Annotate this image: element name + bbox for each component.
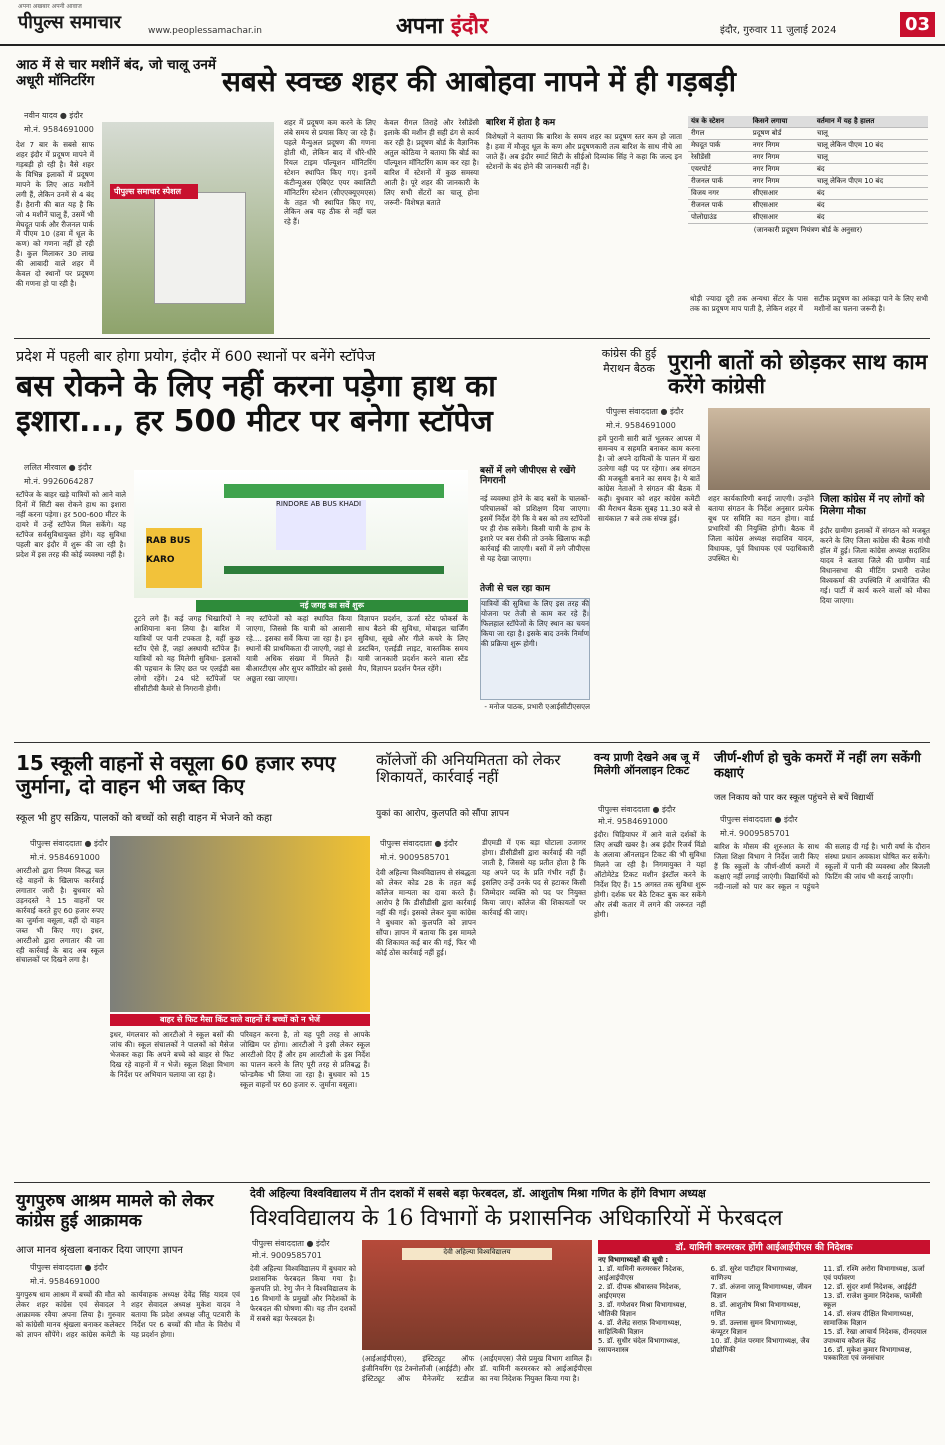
- story6-byline: पीपुल्स संवाददाता ● इंदौर: [598, 805, 676, 814]
- table-cell: सीएसआर: [750, 188, 814, 200]
- station-photo: [102, 122, 274, 334]
- story4-mobile: मो.नं. 9584691000: [30, 853, 100, 862]
- list-item: 9. डॉ. उल्लास सुमन विभागाध्यक्ष, कंप्यूटर विज्ञान: [710, 1318, 798, 1336]
- story2-kicker: प्रदेश में पहली बार होगा प्रयोग, इंदौर में 600 स्थानों पर बनेंगे स्टॉपेज: [16, 349, 376, 365]
- table-cell: मेघदूत पार्क: [688, 140, 750, 152]
- rain-heading: बारिश में होता है कम: [486, 118, 556, 128]
- divider: [14, 742, 930, 743]
- table-row: [688, 140, 928, 152]
- list-item: 6. डॉ. सुरेश पाटीदार विभागाध्यक्ष, वाणिज्य: [710, 1264, 799, 1282]
- story4-caption: बाहर से फिट मैसा किंट वाले वाहनों में बच्चों को न भेजें: [110, 1014, 370, 1026]
- shelter-sign: RINDORE AB BUS KHADI: [276, 500, 366, 550]
- story9-headline: विश्वविद्यालय के 16 विभागों के प्रशासनिक अधिकारियों में फेरबदल: [250, 1206, 783, 1231]
- table-row: [688, 128, 928, 140]
- shelter-roof: [224, 484, 444, 498]
- story5-col2: डीएमडी में एक बड़ा घोटाला उजागर होगा। डीसीडीसी द्वारा कार्रवाई की नहीं जाती है, जिससे यह प्रतीत होता है कि यह अपने पद के प्रति गंभीर नहीं हैं। इसलिए उन्हें उनके पद से हटाकर किसी जिम्मेदार व्यक्ति को पद पर नियुक्त किया जाए। कॉलेज की शिकायतों पर कार्रवाई की जाए।: [482, 838, 586, 917]
- table-cell: नगर निगम: [750, 176, 814, 188]
- list-item: 10. डॉ. हेमंत परमार विभागाध्यक्ष, जैव प्रौद्योगिकी: [710, 1336, 810, 1354]
- monitoring-cabin: [154, 192, 246, 304]
- table-row: [688, 152, 928, 164]
- table-row: [688, 164, 928, 176]
- list-item: 1. डॉ. यामिनी करमरकर निदेशक, आईआईपीएस: [598, 1264, 685, 1282]
- fast-heading: तेजी से चल रहा काम: [480, 584, 550, 594]
- table-row: [688, 188, 928, 200]
- list-item: 12. डॉ. सुंदर शर्मा निदेशक, आईईटी: [823, 1282, 917, 1291]
- story8-mobile: मो.नं. 9584691000: [30, 1277, 100, 1286]
- story3-col1: हमें पुरानी सारी बातें भूलकर आपस में समन्वय व सहमति बनाकर काम करना है। जो अपने दायित्वों के पालन में खरा उतरेगा वही पद पर रहेगा। अब संगठन की मजबूती बनाने का समय है। ये बातें कांग्रेस नेताओं ने संगठन की बैठक में कही। बुधवार को शहर कांग्रेस कमेटी की मैराथन बैठक सुबह 11.30 बजे से सायंकाल 7 बजे तक संपन्न हुई।: [598, 434, 700, 523]
- table-cell: नगर निगम: [750, 164, 814, 176]
- story8-body: युगपुरुष धाम आश्रम में बच्चों की मौत को लेकर शहर कांग्रेस एवं सेवादल ने आक्रामक रवैया अपना लिया है। गुरुवार को कांग्रेसी मानव श्रृंखला बनाकर कलेक्टर को ज्ञापन सौंपेंगे। शहर कांग्रेस कमेटी के कार्यवाहक अध्यक्ष देवेंद्र सिंह यादव एवं शहर सेवादल अध्यक्ष मुकेश यादव ने बताया कि प्रदेश अध्यक्ष जीतू पटवारी के निर्देश पर 6 बच्चों की मौत के विरोध में यह प्रदर्शन होगा।: [16, 1290, 240, 1339]
- table-cell: बंद: [814, 188, 928, 200]
- list-item: 8. डॉ. आशुतोष मिश्रा विभागाध्यक्ष, गणित: [710, 1300, 801, 1318]
- story7-deck: जल निकाय को पार कर स्कूल पहुंचने से बचें विद्यार्थी: [714, 793, 874, 803]
- station-table: [688, 116, 928, 276]
- list-item: 15. डॉ. रेखा आचार्य निदेशक, दीनदयाल उपाध्याय कौशल केंद्र: [823, 1327, 927, 1345]
- poster-text: RAB BUS KARO: [146, 536, 191, 565]
- section-prefix: अपना: [396, 14, 444, 39]
- list-item: 4. डॉ. शैलेंद्र सराफ़ विभागाध्यक्ष, साहित्यिकी विज्ञान: [598, 1318, 682, 1336]
- site-url[interactable]: www.peoplessamachar.in: [148, 26, 262, 36]
- table-header: यंत्र के स्टेशन: [688, 116, 750, 128]
- fast-quote: यात्रियों की सुविधा के लिए इस तरह की योजना पर तेजी से काम कर रहे हैं। फिलहाल स्टॉपेजों के लिए स्थान का चयन किया जा रहा है। इसके बाद उनके निर्माण की प्रक्रिया शुरू होगी।: [480, 598, 590, 700]
- story5-byline: पीपुल्स संवाददाता ● इंदौर: [380, 839, 458, 848]
- brand-logo[interactable]: पीपुल्स समाचार: [18, 12, 121, 33]
- list-item: 11. डॉ. रश्मि अरोरा विभागाध्यक्ष, ऊर्जा एवं पर्यावरण: [823, 1264, 925, 1282]
- list-item: 16. डॉ. मुकेश कुमार विभागाध्यक्ष, पत्रकारिता एवं जनसंचार: [823, 1345, 912, 1363]
- table-cell: प्रदूषण बोर्ड: [750, 128, 814, 140]
- station-table-grid: [688, 116, 928, 224]
- story1-byline: नवीन यादव ● इंदौर: [24, 111, 83, 120]
- table-row: [688, 212, 928, 224]
- list-item: 3. डॉ. गणेशवर मिश्रा विभागाध्यक्ष, भौतिकी विज्ञान: [598, 1300, 687, 1318]
- table-cell: एयरपोर्ट: [688, 164, 750, 176]
- table-cell: रीजनल पार्क: [688, 176, 750, 188]
- story8-byline: पीपुल्स संवाददाता ● इंदौर: [30, 1263, 108, 1272]
- list-item: 14. डॉ. संजय दीक्षित विभागाध्यक्ष, सामाजिक विज्ञान: [823, 1309, 914, 1327]
- table-cell: चालू: [814, 152, 928, 164]
- dept-head-list: [598, 1256, 930, 1436]
- university-photo: [362, 1240, 592, 1350]
- fast-quote-by: - मनोज पाठक, प्रभारी एआईसीटीएसएल: [484, 702, 590, 711]
- table-cell: बंद: [814, 200, 928, 212]
- story7-byline: पीपुल्स संवाददाता ● इंदौर: [720, 815, 798, 824]
- table-cell: चालू: [814, 128, 928, 140]
- story6-mobile: मो.नं. 9584691000: [598, 817, 668, 826]
- story5-col1: देवी अहिल्या विश्वविद्यालय से संबद्धता को लेकर कोड 28 के तहत कई कॉलेज मान्यता का दावा करते हैं। आरोप है कि डीसीडीसी द्वारा कार्रवाई नहीं की गई। इसको लेकर युवा कांग्रेस ने बुधवार को कुलपति को ज्ञापन सौंपा। ज्ञापन में बताया कि इस मामले की शिकायत कई बार की गई, फिर भी कोई ठोस कार्रवाई नहीं हुई।: [376, 868, 476, 957]
- gps-body: नई व्यवस्था होने के बाद बसों के चालकों-परिचालकों को प्रशिक्षण दिया जाएगा। इसमें निर्देश देंगे कि वे बस को तय स्टॉपेजों पर ही रोक सकेंगे। किसी यात्री के हाथ के इशारे पर बस रोकी तो उनके खिलाफ कड़ी कार्रवाई की जाएगी। बसों में लगे जीपीएस से यह देखा जाएगा।: [480, 494, 590, 563]
- story3-subbody: इंदौर ग्रामीण इलाकों में संगठन को मजबूत करने के लिए जिला कांग्रेस की बैठक गांधी हॉल में हुई। जिला कांग्रेस अध्यक्ष सदाशिव यादव ने बताया जिले की ग्रामीण वार्ड विधानसभा की मीटिंग प्रभारी राजेश विश्वकर्मा की उपस्थिति में आयोजित की गई। पार्टी में कार्य करने वालों को मौका दिया जाएगा।: [820, 526, 930, 605]
- story2-caption: नई जगह का सर्वे शुरू: [196, 600, 468, 612]
- story1-tail2: सटीक प्रदूषण का आंकड़ा पाने के लिए सभी मशीनों का चलना जरूरी है।: [814, 294, 928, 313]
- section-name: इंदौर: [450, 14, 489, 39]
- section-title: [396, 10, 488, 40]
- story5-deck: युकां का आरोप, कुलपति को सौंपा ज्ञापन: [376, 809, 509, 819]
- story5-headline: कॉलेजों की अनियमितता को लेकर शिकायतें, कार्रवाई नहीं: [376, 751, 561, 787]
- story4-headline: 15 स्कूली वाहनों से वसूला 60 हजार रुपए जुर्माना, दो वाहन भी जब्त किए: [16, 751, 336, 798]
- divider: [14, 338, 930, 339]
- story1-badge: पीपुल्स समाचार स्पेशल: [110, 184, 198, 199]
- story9-col2: (आईआईपीएस), इंस्टिट्यूट ऑफ इंजीनियरिंग एंड टेक्नोलॉजी (आईईटी) और इंस्टिट्यूट ऑफ मैनेजमेंट स्टडीज (आईएमएस) जैसे प्रमुख विभाग शामिल हैं। डॉ. यामिनी करमरकर को आईआईपीएस का नया निदेशक नियुक्त किया गया है।: [362, 1354, 592, 1383]
- table-cell: सीएसआर: [750, 200, 814, 212]
- table-cell: चालू लेकिन पीएम 10 बंद: [814, 176, 928, 188]
- table-row: [688, 176, 928, 188]
- story3-col2: शहर कार्यकारिणी बनाई जाएगी। उन्होंने बताया संगठन के निर्देश अनुसार प्रत्येक बूथ पर समिति का गठन होगा। वार्ड प्रभारियों की नियुक्ति होगी। बैठक में जिला कांग्रेस अध्यक्ष सदाशिव यादव, विधायक, पूर्व विधायक एवं पदाधिकारी उपस्थित थे।: [708, 494, 814, 563]
- dept-head-list-title: नए विभागाध्यक्षों की सूची :: [598, 1256, 669, 1264]
- story4-byline: पीपुल्स संवाददाता ● इंदौर: [30, 839, 108, 848]
- masthead: [0, 0, 945, 46]
- story9-byline: पीपुल्स संवाददाता ● इंदौर: [252, 1239, 330, 1248]
- story1-mobile: मो.नं. 9584691000: [24, 125, 94, 134]
- story2-col4: विज्ञापन प्रदर्शन, ऊर्जा स्टेट फोकर्स के साथ बैठने की सुविधा, मोबाइल चार्जिंग सुविधा, सूखे और गीले कचरे के लिए डस्टबिन, एलईडी लाइट, वास्तविक समय यात्री जानकारी प्रदर्शन करने वाला स्टैंड मैप, विज्ञापन प्रदर्शन पैनल रहेंगे।: [358, 614, 468, 673]
- table-cell: चालू लेकिन पीएम 10 बंद: [814, 140, 928, 152]
- brand-tagline: अपना अखबार अपनी आवाज: [18, 3, 82, 10]
- story1-tail1: थोड़ी ज्यादा दूरी तक अन्यथा सेंटर के पास तक का प्रदूषण माप पाती है, लेकिन शहर में: [690, 294, 808, 313]
- story2-byline: ललित मीरवाल ● इंदौर: [24, 463, 92, 472]
- story4-deck: स्कूल भी हुए सक्रिय, पालकों को बच्चों को सही वाहन में भेजने को कहा: [16, 813, 272, 824]
- list-item: 7. डॉ. अंजना जाजू विभागाध्यक्ष, जीवन विज्ञान: [710, 1282, 812, 1300]
- story5-mobile: मो.नं. 9009585701: [380, 853, 450, 862]
- story2-mobile: मो.नं. 9926064287: [24, 477, 94, 486]
- story9-kicker: देवी अहिल्या विश्वविद्यालय में तीन दशकों में सबसे बड़ा फेरबदल, डॉ. आशुतोष मिश्रा गणित के होंगे विभाग अध्यक्ष: [250, 1187, 706, 1200]
- table-cell: बंद: [814, 212, 928, 224]
- rain-body: विशेषज्ञों ने बताया कि बारिश के समय शहर का प्रदूषण स्तर कम हो जाता है। हवा में मौजूद धूल के कण और प्रदूषणकारी तत्व बारिश के साथ नीचे आ जाते हैं। अब इंदौर स्मार्ट सिटी के सीईओ दिव्यांक सिंह ने कहा कि जल्द इन स्टेशनों के बंद होने की जानकारी नहीं है।: [486, 132, 682, 171]
- table-note: (जानकारी प्रदूषण नियंत्रण बोर्ड के अनुसार): [753, 226, 863, 234]
- story4-col3: परिवहन करना है, तो यह पूरी तरह से आपके जोखिम पर होगा। आरटीओ ने इसी लेकर स्कूल आरटीओ दिए हैं और हम आरटीओ के इस निर्देश का पालन करने के लिए पूरी तरह से प्रतिबद्ध हैं। फोन्डमैक भी लिया जा रहा है। बुधवार को 15 स्कूल वाहनों पर 60 हजार रु. जुर्माना वसूला।: [240, 1030, 370, 1089]
- story9-mobile: मो.नं. 9009585701: [252, 1251, 322, 1260]
- university-sign: देवी अहिल्या विश्वविद्यालय: [402, 1248, 552, 1260]
- poster-panel: [146, 528, 202, 588]
- story2-col2: टूटने लगे हैं। कई जगह भिखारियों ने आशियाना बना लिया है। बारिश में यात्रियों पर पानी टपकता है, वहीं कुछ स्टॉप ऐसे हैं, जहां अस्थायी स्टॉपेज हैं। यात्रियों को यह मिलेगी सुविधा- इलाकों की पहचान के लिए छत पर एलईडी बस लोगो रहेंगे। 24 घंटे स्टॉपेजों पर सीसीटीवी कैमरे से निगरानी होगी।: [134, 614, 240, 693]
- bus-stop-illustration: [134, 470, 468, 598]
- story3-kicker: कांग्रेस की हुई मैराथन बैठक: [601, 347, 657, 375]
- school-vehicle-photo: [110, 836, 370, 1012]
- story7-headline: जीर्ण-शीर्ण हो चुके कमरों में नहीं लग सकेंगी कक्षाएं: [714, 751, 921, 781]
- story7-mobile: मो.नं. 9009585701: [720, 829, 790, 838]
- story7-body: बारिश के मौसम की शुरुआत के साथ जिला शिक्षा विभाग ने निर्देश जारी किए हैं कि स्कूलों के जीर्ण-शीर्ण कमरों में कक्षाएं नहीं लगाई जाएंगी। विद्यार्थियों को नदी-नालों को पार कर स्कूल न पहुंचने की सलाह दी गई है। भारी वर्षा के दौरान संस्था प्रधान अवकाश घोषित कर सकेंगे। स्कूलों में पानी की व्यवस्था और बिजली फिटिंग की जांच भी कराई जाएगी।: [714, 842, 930, 891]
- table-cell: पोलोग्राउंड: [688, 212, 750, 224]
- story8-deck: आज मानव श्रृंखला बनाकर दिया जाएगा ज्ञापन: [16, 1245, 183, 1256]
- list-item: 2. डॉ. दीपक श्रीवास्तव निदेशक, आईएमएस: [598, 1282, 682, 1300]
- story1-kicker: आठ में से चार मशीनें बंद, जो चालू उनमें अधूरी मॉनिटरिंग: [16, 57, 216, 89]
- table-row: [688, 200, 928, 212]
- story2-col3: नए स्टॉपेजों को कहां स्थापित किया जाएगा, जिससे कि यात्री को आसानी रहे.... इसका सर्वे किया जा रहा है। इन स्थानों की प्राथमिकता दी जाएगी, जहां से यात्री अधिक संख्या में मिलते हैं। बीआरटीएस और सुपर कॉरिडोर को इससे अछूता रखा जाएगा।: [246, 614, 352, 683]
- story3-mobile: मो.नं. 9584691000: [606, 421, 676, 430]
- list-item: 13. डॉ. राजेश कुमार निदेशक, फार्मेसी स्कूल: [823, 1291, 922, 1309]
- story6-body: इंदौर। चिड़ियाघर में आने वाले दर्शकों के लिए अच्छी खबर है। अब इंदौर रिजर्व विंडो के अलावा ऑनलाइन टिकट की भी सुविधा मिलने जा रही है। निगमायुक्त ने यहां ऑटोमेटेड टिकट मशीन इंस्टॉल करने के निर्देश दिए हैं। 15 अगस्त तक सुविधा शुरू होगी। दर्शक घर बैठे टिकट बुक कर सकेंगे और लंबी कतार में लगने की जरूरत नहीं होगी।: [594, 830, 706, 919]
- story3-headline: पुरानी बातों को छोड़कर साथ काम करेंगे कांग्रेसी: [668, 350, 928, 399]
- story1-col2: शहर में प्रदूषण कम करने के लिए लंबे समय से प्रयास किए जा रहे हैं। पहले मैन्युअल प्रदूषण की गणना होती थी, लेकिन बाद में धीरे-धीरे रियल टाइम पॉल्यूशन मॉनिटरिंग स्टेशन स्थापित किए गए। इनमें कंटीन्यूअस एंबिएंट एयर क्वालिटी मॉनिटरिंग स्टेशन (सीएएक्यूएमएस) के तहत भी स्थापित किए गए, लेकिन अब यह ठीक से नहीं चल रहे हैं।: [284, 118, 376, 227]
- story4-col2: इधर, मंगलवार को आरटीओ ने स्कूल बसों की जांच की। स्कूल संचालकों ने पालकों को मैसेज भेजकर कहा कि अपने बच्चे को बाहर से फिट दिख रहे वाहनों में न भेजें। स्कूल शिक्षा विभाग के निर्देश पर अभियान चलाया जा रहा है।: [110, 1030, 234, 1079]
- story3-subhead: जिला कांग्रेस में नए लोगों को मिलेगा मौका: [820, 494, 925, 517]
- meeting-photo: [708, 408, 930, 490]
- table-cell: नगर निगम: [750, 140, 814, 152]
- story1-col1: देश 7 बार के सबसे साफ शहर इंदौर में प्रदूषण मापने में गड़बड़ी हो रही है। वैसे शहर के विभिन्न इलाकों में प्रदूषण मापने के लिए आठ मशीनें लगी हैं, लेकिन उनमें से 4 बंद हैं। हैरानी की बात यह है कि जो 4 मशीनें चालू हैं, उसमें भी मेघदूत पार्क और रीजनल पार्क में पीएम 10 (हवा में धूल के कण) को गणना नहीं हो रही है। कुल मिलाकर 30 लाख की आबादी वाले शहर में केवल दो स्थानों पर प्रदूषण की गणना हो पा रही है।: [16, 140, 94, 289]
- dept-head-list-columns: [598, 1265, 930, 1363]
- story2-headline: बस रोकने के लिए नहीं करना पड़ेगा हाथ का इशारा..., हर 500 मीटर पर बनेगा स्टॉपेज: [16, 369, 496, 439]
- story6-headline: वन्य प्राणी देखने अब जू में मिलेगी ऑनलाइन टिकट: [594, 751, 700, 777]
- dateline: इंदौर, गुरुवार 11 जुलाई 2024: [720, 25, 837, 36]
- table-cell: रेसीडेंसी: [688, 152, 750, 164]
- table-header: किसने लगाया: [750, 116, 814, 128]
- story1-col3: केवल रीगल तिराहे और रेसीडेंसी इलाके की मशीन ही सही ढंग से कार्य कर रही है। प्रदूषण बोर्ड के वैज्ञानिक अतुल कोठिया ने बताया कि बोर्ड का पॉल्यूशन मॉनिटरिंग काम कर रहा है। बारिश में स्टेशनों में कुछ समस्या आती है। पूरे शहर की जानकारी के लिए सभी सेंटरों का चालू होना जरूरी- विशेषज्ञ बताते: [384, 118, 479, 207]
- story2-col1: स्टॉपेज के बाहर खड़े यात्रियों को आने वाले दिनों में सिटी बस रोकने हाथ का इशारा नहीं करना पड़ेगा। हर 500-600 मीटर के दायरे में उन्हें स्टॉपेज मिल सकेंगे। यह स्टॉपेज सर्वसुविधायुक्त होंगे। यह सुविधा पहली बार इंदौर में शुरू की जा रही है। प्रदेश में इस तरह की कोई व्यवस्था नहीं है।: [16, 490, 126, 559]
- story9-box-title: डॉ. यामिनी करमरकर होंगी आईआईपीएस की निदेशक: [598, 1240, 930, 1254]
- table-cell: रीगल: [688, 128, 750, 140]
- table-header: वर्तमान में यह है हालत: [814, 116, 928, 128]
- table-cell: रीजनल पार्क: [688, 200, 750, 212]
- story3-byline: पीपुल्स संवाददाता ● इंदौर: [606, 407, 684, 416]
- shelter-bench: [224, 566, 444, 574]
- divider: [14, 1182, 930, 1183]
- story9-col1: देवी अहिल्या विश्वविद्यालय में बुधवार को प्रशासनिक फेरबदल किया गया है। कुलपति प्रो. रेणु जैन ने विश्वविद्यालय के 16 विभागों के प्रमुखों और निदेशकों के फेरबदल की घोषणा की। यह तीन दशकों में सबसे बड़ा फेरबदल है।: [250, 1264, 356, 1323]
- story8-headline: युगपुरुष आश्रम मामले को लेकर कांग्रेस हुई आक्रामक: [16, 1191, 214, 1231]
- table-cell: सीएसआर: [750, 212, 814, 224]
- page-number: 03: [900, 12, 935, 37]
- story1-headline: सबसे स्वच्छ शहर की आबोहवा नापने में ही गड़बड़ी: [222, 65, 736, 98]
- table-cell: नगर निगम: [750, 152, 814, 164]
- table-cell: विजय नगर: [688, 188, 750, 200]
- table-cell: बंद: [814, 164, 928, 176]
- list-item: 5. डॉ. सुधीर चंदेल विभागाध्यक्ष, रसायनशास्त्र: [598, 1336, 681, 1354]
- story4-col1: आरटीओ द्वारा नियम विरुद्ध चल रहे वाहनों के खिलाफ कार्रवाई लगातार जारी है। बुधवार को उड़नदस्ते ने 15 वाहनों पर कार्रवाई करते हुए 60 हजार रुपए का जुर्माना वसूला, वहीं दो वाहन जब्त भी किए गए। इधर, आरटीओ द्वारा लगातार की जा रही कार्रवाई के बाद अब स्कूल संचालकों पर दिखने लगा है।: [16, 866, 104, 965]
- gps-heading: बसों में लगे जीपीएस से रखेंगे निगरानी: [480, 466, 576, 487]
